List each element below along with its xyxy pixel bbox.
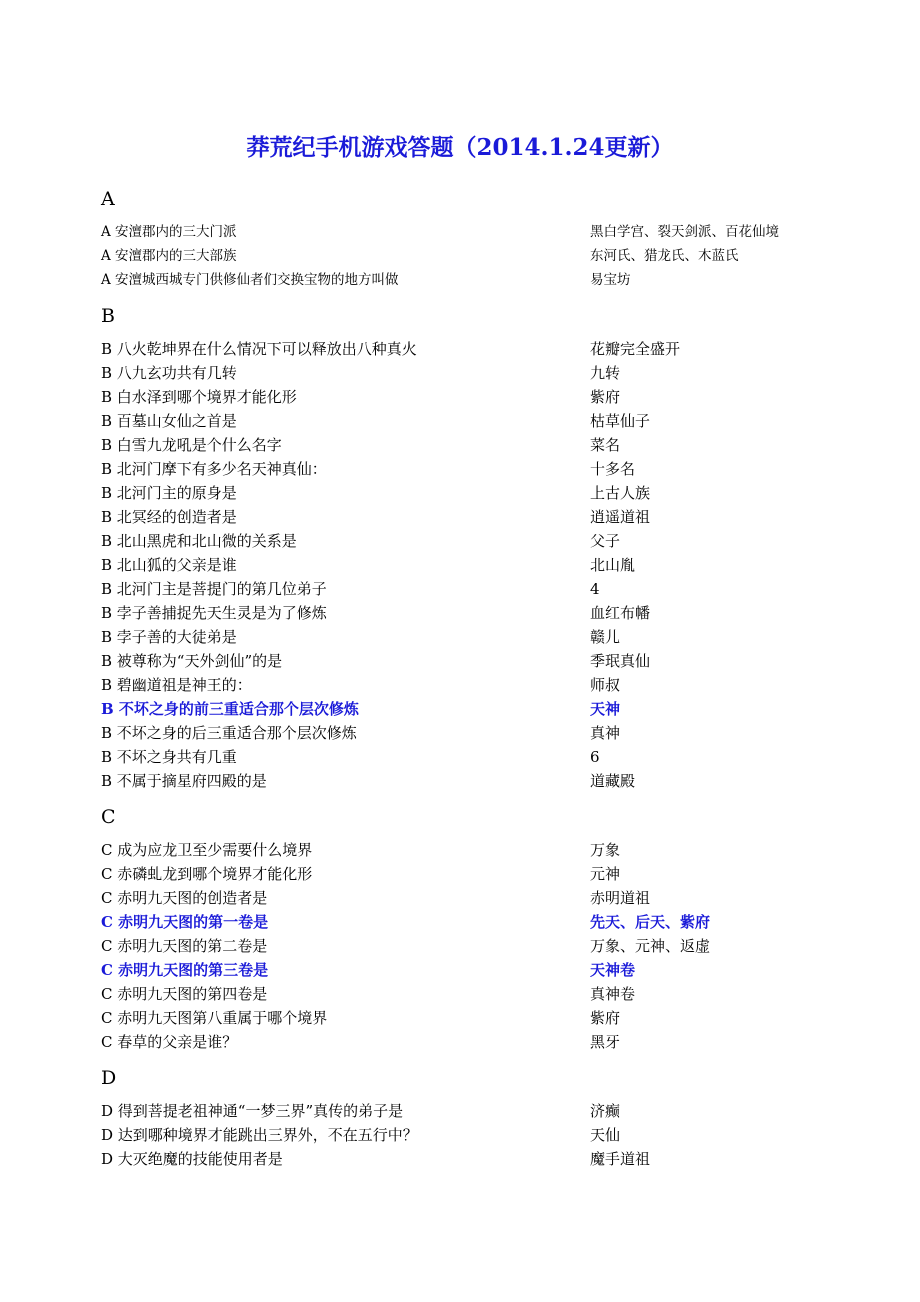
section-header: A [101, 188, 115, 210]
answer-text: 4 [590, 580, 600, 598]
section-header: C [101, 806, 116, 828]
question-text: C 赤明九天图的第四卷是 [101, 985, 268, 1003]
question-text: B 被尊称为“天外剑仙”的是 [101, 652, 283, 670]
answer-text: 师叔 [590, 676, 621, 694]
answer-text: 赣儿 [590, 628, 621, 646]
answer-text: 道藏殿 [590, 772, 636, 790]
qa-row [101, 529, 861, 553]
qa-row [101, 697, 861, 721]
qa-row [101, 220, 861, 244]
qa-row [101, 1030, 861, 1054]
answer-text: 紫府 [590, 388, 621, 406]
qa-row [101, 409, 861, 433]
question-text: B 八九玄功共有几转 [101, 364, 237, 382]
question-text: C 赤明九天图的第二卷是 [101, 937, 268, 955]
answer-text: 花瓣完全盛开 [590, 340, 681, 358]
qa-row [101, 862, 861, 886]
qa-row [101, 505, 861, 529]
answer-text: 黑白学宫、裂天剑派、百花仙境 [590, 224, 779, 240]
question-text: B 不坏之身的前三重适合那个层次修炼 [101, 700, 359, 718]
question-text: B 北山黑虎和北山微的关系是 [101, 532, 297, 550]
question-text: A 安澶城西城专门供修仙者们交换宝物的地方叫做 [101, 272, 399, 288]
answer-text: 真神卷 [590, 985, 636, 1003]
answer-text: 天神卷 [590, 961, 636, 979]
question-text: C 赤明九天图第八重属于哪个境界 [101, 1009, 328, 1027]
qa-row [101, 457, 861, 481]
page-title: 莽荒纪手机游戏答题（2014.1.24更新） [246, 134, 674, 161]
qa-row [101, 934, 861, 958]
question-text: C 赤磷虬龙到哪个境界才能化形 [101, 865, 313, 883]
question-text: B 百墓山女仙之首是 [101, 412, 237, 430]
question-text: B 北河门主是菩提门的第几位弟子 [101, 580, 327, 598]
question-text: B 八火乾坤界在什么情况下可以释放出八种真火 [101, 340, 417, 358]
question-text: C 赤明九天图的创造者是 [101, 889, 268, 907]
answer-text: 先天、后天、紫府 [590, 913, 711, 931]
qa-row [101, 958, 861, 982]
answer-text: 万象 [590, 841, 621, 859]
answer-text: 万象、元神、返虚 [590, 937, 711, 955]
answer-text: 真神 [590, 724, 621, 742]
answer-text: 十多名 [590, 460, 636, 478]
answer-text: 上古人族 [590, 484, 651, 502]
qa-row [101, 481, 861, 505]
answer-text: 北山胤 [590, 556, 636, 574]
qa-row [101, 361, 861, 385]
qa-row [101, 625, 861, 649]
qa-list [101, 184, 861, 1180]
answer-text: 逍遥道祖 [590, 508, 651, 526]
section-header: B [101, 305, 115, 327]
qa-row [101, 838, 861, 862]
qa-row [101, 982, 861, 1006]
question-text: C 春草的父亲是谁？ [101, 1033, 238, 1051]
qa-row [101, 769, 861, 793]
question-text: B 北冥经的创造者是 [101, 508, 237, 526]
qa-row [101, 1006, 861, 1030]
question-text: A 安澶郡内的三大部族 [101, 248, 237, 264]
answer-text: 赤明道祖 [590, 889, 651, 907]
question-text: B 不属于摘星府四殿的是 [101, 772, 267, 790]
qa-row [101, 1147, 861, 1171]
answer-text: 父子 [590, 532, 621, 550]
qa-row [101, 385, 861, 409]
qa-row [101, 886, 861, 910]
question-text: B 白雪九龙吼是个什么名字 [101, 436, 282, 454]
question-text: C 赤明九天图的第三卷是 [101, 961, 269, 979]
answer-text: 黑牙 [590, 1033, 621, 1051]
answer-text: 枯草仙子 [590, 412, 651, 430]
question-text: D 得到菩提老祖神通“一梦三界”真传的弟子是 [101, 1102, 404, 1120]
qa-row [101, 673, 861, 697]
qa-row [101, 577, 861, 601]
qa-row [101, 721, 861, 745]
answer-text: 菜名 [590, 436, 621, 454]
answer-text: 血红布幡 [590, 604, 651, 622]
question-text: C 成为应龙卫至少需要什么境界 [101, 841, 313, 859]
question-text: B 碧幽道祖是神王的： [101, 676, 252, 694]
answer-text: 紫府 [590, 1009, 621, 1027]
qa-row [101, 337, 861, 361]
question-text: B 北河门主的原身是 [101, 484, 237, 502]
answer-text: 易宝坊 [590, 272, 631, 288]
section-header: D [101, 1067, 117, 1089]
answer-text: 元神 [590, 865, 621, 883]
answer-text: 东河氏、猎龙氏、木蓝氏 [590, 248, 739, 264]
question-text: B 北河门摩下有多少名天神真仙： [101, 460, 327, 478]
question-text: D 达到哪种境界才能跳出三界外，不在五行中？ [101, 1126, 418, 1144]
answer-text: 天仙 [590, 1126, 621, 1144]
question-text: B 不坏之身的后三重适合那个层次修炼 [101, 724, 357, 742]
answer-text: 6 [590, 748, 600, 766]
question-text: B 孛子善的大徒弟是 [101, 628, 237, 646]
section-d [101, 1063, 861, 1171]
qa-row [101, 910, 861, 934]
qa-row [101, 601, 861, 625]
qa-row [101, 268, 861, 292]
qa-row [101, 745, 861, 769]
answer-text: 季珉真仙 [590, 652, 651, 670]
section-b [101, 301, 861, 793]
question-text: C 赤明九天图的第一卷是 [101, 913, 269, 931]
question-text: B 不坏之身共有几重 [101, 748, 237, 766]
qa-row [101, 1099, 861, 1123]
qa-row [101, 553, 861, 577]
answer-text: 魔手道祖 [590, 1150, 651, 1168]
answer-text: 九转 [590, 364, 621, 382]
section-c [101, 802, 861, 1054]
question-text: B 白水泽到哪个境界才能化形 [101, 388, 297, 406]
question-text: A 安澶郡内的三大门派 [101, 224, 237, 240]
qa-row [101, 1123, 861, 1147]
qa-row [101, 433, 861, 457]
question-text: D 大灭绝魔的技能使用者是 [101, 1150, 283, 1168]
answer-text: 天神 [590, 700, 621, 718]
section-a [101, 184, 861, 292]
qa-row [101, 649, 861, 673]
answer-text: 济癫 [590, 1102, 621, 1120]
question-text: B 孛子善捕捉先天生灵是为了修炼 [101, 604, 327, 622]
question-text: B 北山狐的父亲是谁 [101, 556, 237, 574]
qa-row [101, 244, 861, 268]
